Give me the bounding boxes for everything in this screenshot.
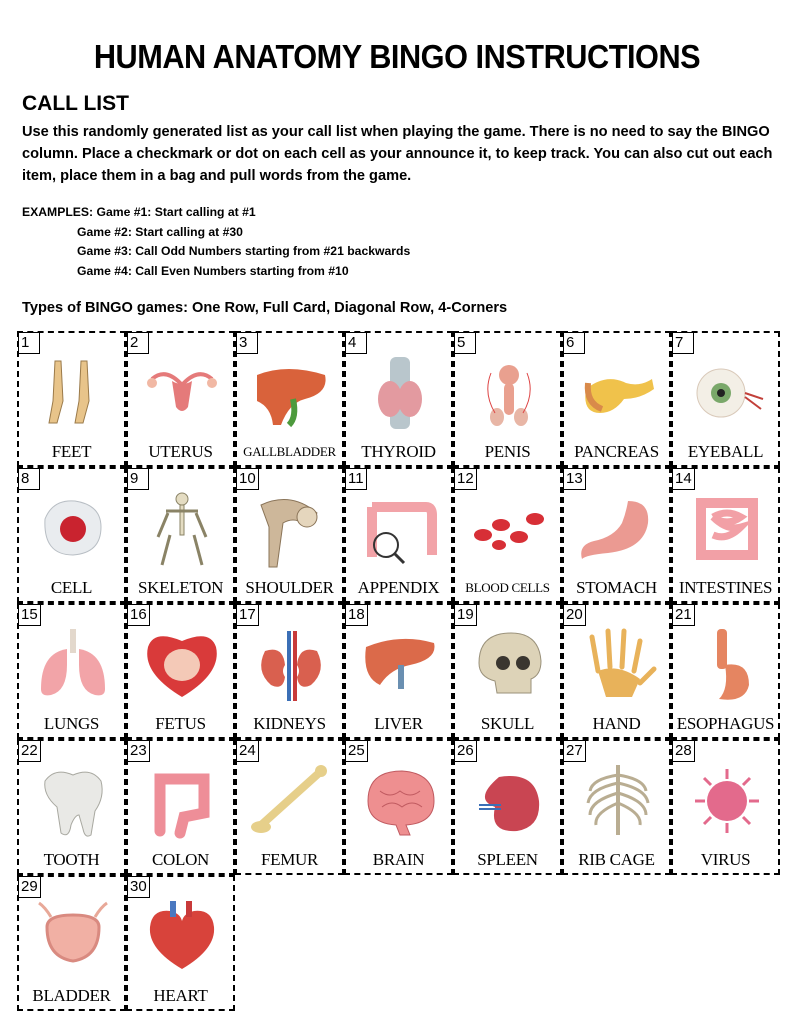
call-cell — [235, 331, 344, 467]
cell-label: VIRUS — [700, 850, 751, 869]
cell-number: 30 — [127, 876, 150, 898]
cell-number: 29 — [18, 876, 41, 898]
cell-label: THYROID — [361, 442, 436, 461]
cell-label: LIVER — [374, 714, 423, 733]
call-cell — [562, 739, 671, 875]
cell-number: 27 — [563, 740, 586, 762]
call-cell — [126, 331, 235, 467]
cell-label: CELL — [50, 578, 93, 597]
call-cell — [671, 331, 780, 467]
example-line: Game #2: Start calling at #30 — [77, 224, 243, 239]
intro-paragraph: Use this randomly generated list as your call list when playing the game. There is no need to say the BINGO column. Place a checkmark or dot on each cell as your announce it, to keep track. You can also cut out each item, place them in a bag and pull words from the game. — [22, 124, 773, 184]
call-list-grid — [17, 331, 782, 1011]
cell-number: 26 — [454, 740, 477, 762]
cell-label: TOOTH — [43, 850, 100, 869]
cell-label: PANCREAS — [574, 442, 659, 461]
call-cell — [235, 603, 344, 739]
cell-number: 20 — [563, 604, 586, 626]
rib-cage-icon — [578, 761, 658, 841]
fetus-icon — [142, 625, 222, 705]
heart-icon — [142, 897, 222, 977]
cell-number: 25 — [345, 740, 368, 762]
call-cell — [126, 467, 235, 603]
cell-label: FEMUR — [260, 850, 319, 869]
cell-number: 6 — [563, 332, 585, 354]
cell-label: BLOOD CELLS — [465, 580, 550, 595]
cell-label: EYEBALL — [687, 442, 764, 461]
call-cell — [671, 467, 780, 603]
blood-cells-icon — [469, 489, 549, 569]
call-cell — [344, 739, 453, 875]
cell-number: 10 — [236, 468, 259, 490]
call-cell — [235, 739, 344, 875]
call-cell — [453, 603, 562, 739]
uterus-icon — [142, 353, 222, 433]
call-cell — [17, 603, 126, 739]
cell-icon — [33, 489, 113, 569]
cell-number: 5 — [454, 332, 476, 354]
thyroid-icon — [360, 353, 440, 433]
call-cell — [126, 739, 235, 875]
call-cell — [671, 739, 780, 875]
cell-label: LUNGS — [43, 714, 100, 733]
esophagus-icon — [687, 625, 767, 705]
cell-label: HEART — [153, 986, 208, 1005]
cell-number: 21 — [672, 604, 695, 626]
cell-number: 24 — [236, 740, 259, 762]
cell-label: SPLEEN — [477, 850, 538, 869]
cell-label: KIDNEYS — [253, 714, 326, 733]
cell-number: 16 — [127, 604, 150, 626]
cell-number: 9 — [127, 468, 149, 490]
cell-label: BRAIN — [372, 850, 425, 869]
lungs-icon — [33, 625, 113, 705]
penis-icon — [469, 353, 549, 433]
eyeball-icon — [687, 353, 767, 433]
pancreas-icon — [578, 353, 658, 433]
example-line: Game #3: Call Odd Numbers starting from #21 backwards — [77, 244, 411, 258]
cell-number: 28 — [672, 740, 695, 762]
cell-number: 4 — [345, 332, 367, 354]
cell-label: INTESTINES — [678, 578, 773, 597]
call-cell — [344, 467, 453, 603]
tooth-icon — [33, 761, 113, 841]
cell-number: 17 — [236, 604, 259, 626]
cell-label: SHOULDER — [245, 578, 334, 597]
call-cell — [126, 603, 235, 739]
cell-label: FETUS — [155, 714, 206, 733]
kidneys-icon — [251, 625, 331, 705]
call-cell — [562, 467, 671, 603]
call-cell — [453, 467, 562, 603]
call-cell — [562, 331, 671, 467]
cell-label: COLON — [151, 850, 210, 869]
cell-number: 1 — [18, 332, 40, 354]
cell-number: 3 — [236, 332, 258, 354]
femur-icon — [251, 761, 331, 841]
cell-label: STOMACH — [576, 578, 657, 597]
call-cell — [453, 331, 562, 467]
example-line: Game #4: Call Even Numbers starting from #10 — [77, 263, 349, 278]
call-list-heading: CALL LIST — [22, 92, 129, 115]
cell-label: ESOPHAGUS — [676, 714, 775, 733]
call-cell — [17, 739, 126, 875]
cell-label: SKELETON — [137, 578, 224, 597]
call-cell — [17, 875, 126, 1011]
skeleton-icon — [142, 489, 222, 569]
call-cell — [126, 875, 235, 1011]
colon-icon — [142, 761, 222, 841]
intestines-icon — [687, 489, 767, 569]
cell-label: FEET — [51, 442, 92, 461]
call-cell — [671, 603, 780, 739]
cell-number: 11 — [345, 468, 367, 490]
call-cell — [235, 467, 344, 603]
gallbladder-icon — [251, 353, 331, 433]
cell-number: 7 — [672, 332, 694, 354]
page-title: HUMAN ANATOMY BINGO INSTRUCTIONS — [93, 38, 701, 75]
call-cell — [344, 331, 453, 467]
bladder-icon — [33, 897, 113, 977]
cell-number: 19 — [454, 604, 477, 626]
cell-label: PENIS — [484, 442, 531, 461]
cell-number: 14 — [672, 468, 695, 490]
cell-label: HAND — [592, 714, 641, 733]
brain-icon — [360, 761, 440, 841]
game-types: Types of BINGO games: One Row, Full Card, Diagonal Row, 4-Corners — [22, 300, 508, 316]
spleen-icon — [469, 761, 549, 841]
cell-label: RIB CAGE — [578, 850, 655, 869]
cell-number: 2 — [127, 332, 149, 354]
call-cell — [17, 467, 126, 603]
cell-number: 12 — [454, 468, 477, 490]
cell-number: 15 — [18, 604, 41, 626]
cell-label: APPENDIX — [357, 578, 440, 597]
examples-block — [22, 203, 410, 281]
stomach-icon — [578, 489, 658, 569]
example-line: EXAMPLES: Game #1: Start calling at #1 — [22, 205, 256, 219]
cell-number: 18 — [345, 604, 368, 626]
feet-icon — [33, 353, 113, 433]
cell-number: 22 — [18, 740, 41, 762]
shoulder-icon — [251, 489, 331, 569]
call-cell — [17, 331, 126, 467]
cell-number: 23 — [127, 740, 150, 762]
call-cell — [344, 603, 453, 739]
cell-number: 13 — [563, 468, 586, 490]
hand-icon — [578, 625, 658, 705]
call-cell — [562, 603, 671, 739]
call-cell — [453, 739, 562, 875]
appendix-icon — [360, 489, 440, 569]
cell-number: 8 — [18, 468, 40, 490]
virus-icon — [687, 761, 767, 841]
skull-icon — [469, 625, 549, 705]
liver-icon — [360, 625, 440, 705]
cell-label: BLADDER — [32, 986, 111, 1005]
cell-label: SKULL — [480, 714, 535, 733]
cell-label: UTERUS — [148, 442, 213, 461]
cell-label: GALLBLADDER — [243, 444, 336, 459]
